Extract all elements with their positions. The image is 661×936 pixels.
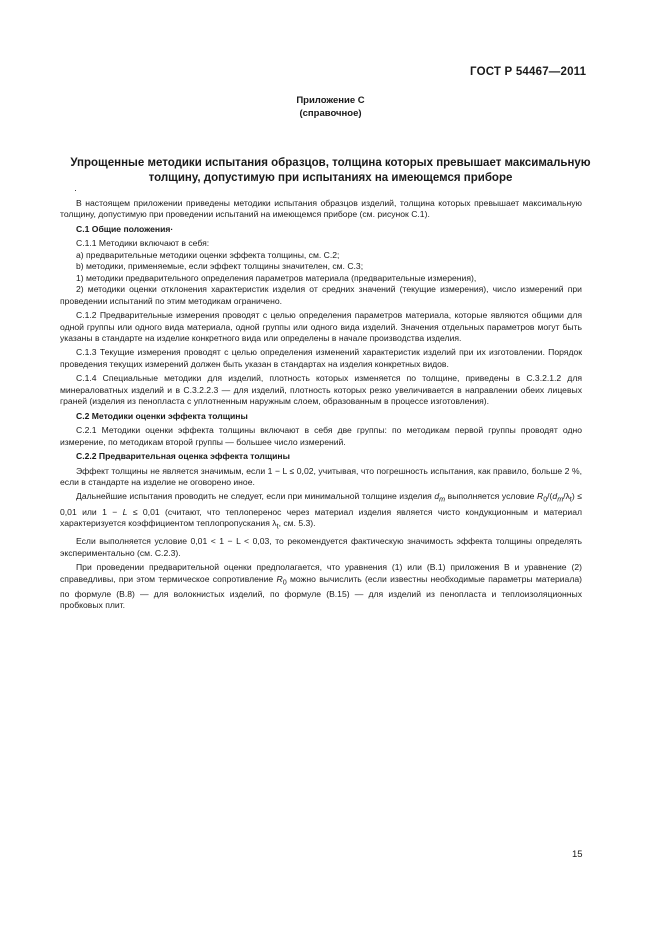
page-number: 15 (572, 849, 583, 860)
c1-1-item-2: 2) методики оценки отклонения характеристик изделия от средних значений (текущие измерения), число измерений при проведении испытаний по этим методикам ограничено. (60, 284, 582, 306)
c1-1-item-1: 1) методики предварительного определения параметров материала (предварительные измерения), (76, 272, 477, 283)
section-c2-heading: С.2 Методики оценки эффекта толщины (76, 410, 248, 421)
intro-paragraph: В настоящем приложении приведены методики испытания образцов изделий, толщина которых превышает максимальную толщину, допустимую при проведении испытаний на имеющемся приборе (см. рисунок С.1). (60, 198, 582, 220)
c1-1-paragraph: С.1.1 Методики включают в себя: (76, 238, 210, 249)
c2-2-paragraph-3: Если выполняется условие 0,01 < 1 − L < 0,03, то рекомендуется фактическую значимость эффекта толщины определять экспериментально (см. С.2.3). (60, 536, 582, 558)
document-title (40, 156, 621, 186)
appendix-note: (справочное) (299, 108, 362, 119)
c1-1-item-a: а) предварительные методики оценки эффекта толщины, см. С.2; (76, 249, 340, 260)
section-c1-heading: С.1 Общие положения· (76, 223, 174, 234)
standard-number: ГОСТ Р 54467—2011 (470, 66, 587, 78)
stray-dot: · (74, 185, 77, 195)
appendix-title: Приложение С (296, 95, 365, 106)
c1-3-paragraph: С.1.3 Текущие измерения проводят с целью определения изменений характеристик изделий при их изготовлении. Порядок проведения текущих измерений должен быть указан в стандартах на изделия конкретных видов. (60, 347, 582, 369)
c2-2-heading: С.2.2 Предварительная оценка эффекта толщины (76, 451, 290, 462)
c2-2-paragraph-4: При проведении предварительной оценки предполагается, что уравнения (1) или (В.1) приложения В и уравнение (2) справедливы, при этом термическое сопротивление $R_0$ можно вычислить (если известны необходимые параметры материала) по формуле (В.8) — для волокнистых изделий, по формуле (В.15) — для изделий из пенопласта и теплоизоляционных пробковых плит. (60, 562, 582, 611)
document-title-line-2: толщину, допустимую при испытаниях на имеющемся приборе (148, 172, 513, 184)
c1-1-item-b: b) методики, применяемые, если эффект толщины значителен, см. С.3; (76, 261, 364, 272)
c1-2-paragraph: С.1.2 Предварительные измерения проводят с целью определения параметров материала, которые являются общими для одной группы или одного вида материала, одной группы или одного вида изделий. Значения отдельных параметров могут быть указаны в стандарте на изделие конкретного вида или определены в начале производства изделия. (60, 310, 582, 343)
c2-2-paragraph-1: Эффект толщины не является значимым, если 1 − L ≤ 0,02, учитывая, что погрешность испытания, как правило, больше 2 %, если в стандарте на изделие не оговорено иное. (60, 465, 582, 487)
c1-4-paragraph: С.1.4 Специальные методики для изделий, плотность которых изменяется по толщине, приведены в С.3.2.1.2 для минераловатных изделий и в С.3.2.2.3 — для изделий, плотность которых резко увеличивается в направлении обеих лицевых граней (изделия из пенопласта с уплотненным наружным слоем, образованным в процессе изготовления). (60, 373, 582, 407)
body-text (60, 198, 582, 612)
c2-1-paragraph: С.2.1 Методики оценки эффекта толщины включают в себя две группы: по методикам первой группы проводят одно измерение, по методикам второй группы — большее число измерений. (60, 425, 582, 447)
document-title-line-1: Упрощенные методики испытания образцов, толщина которых превышает максимальную (70, 157, 591, 169)
c2-2-paragraph-2: Дальнейшие испытания проводить не следует, если при минимальной толщине изделия $d_m$ выполняется условие $R_0/(d_m/\lambda_t) \le 0,01$ или 1 − L ≤ 0,01 (считают, что теплоперенос через материал изделия является чисто кондукционным и материал характеризуется коэффициентом теплопропускания $\lambda_t$, см. 5.3). (60, 491, 582, 531)
